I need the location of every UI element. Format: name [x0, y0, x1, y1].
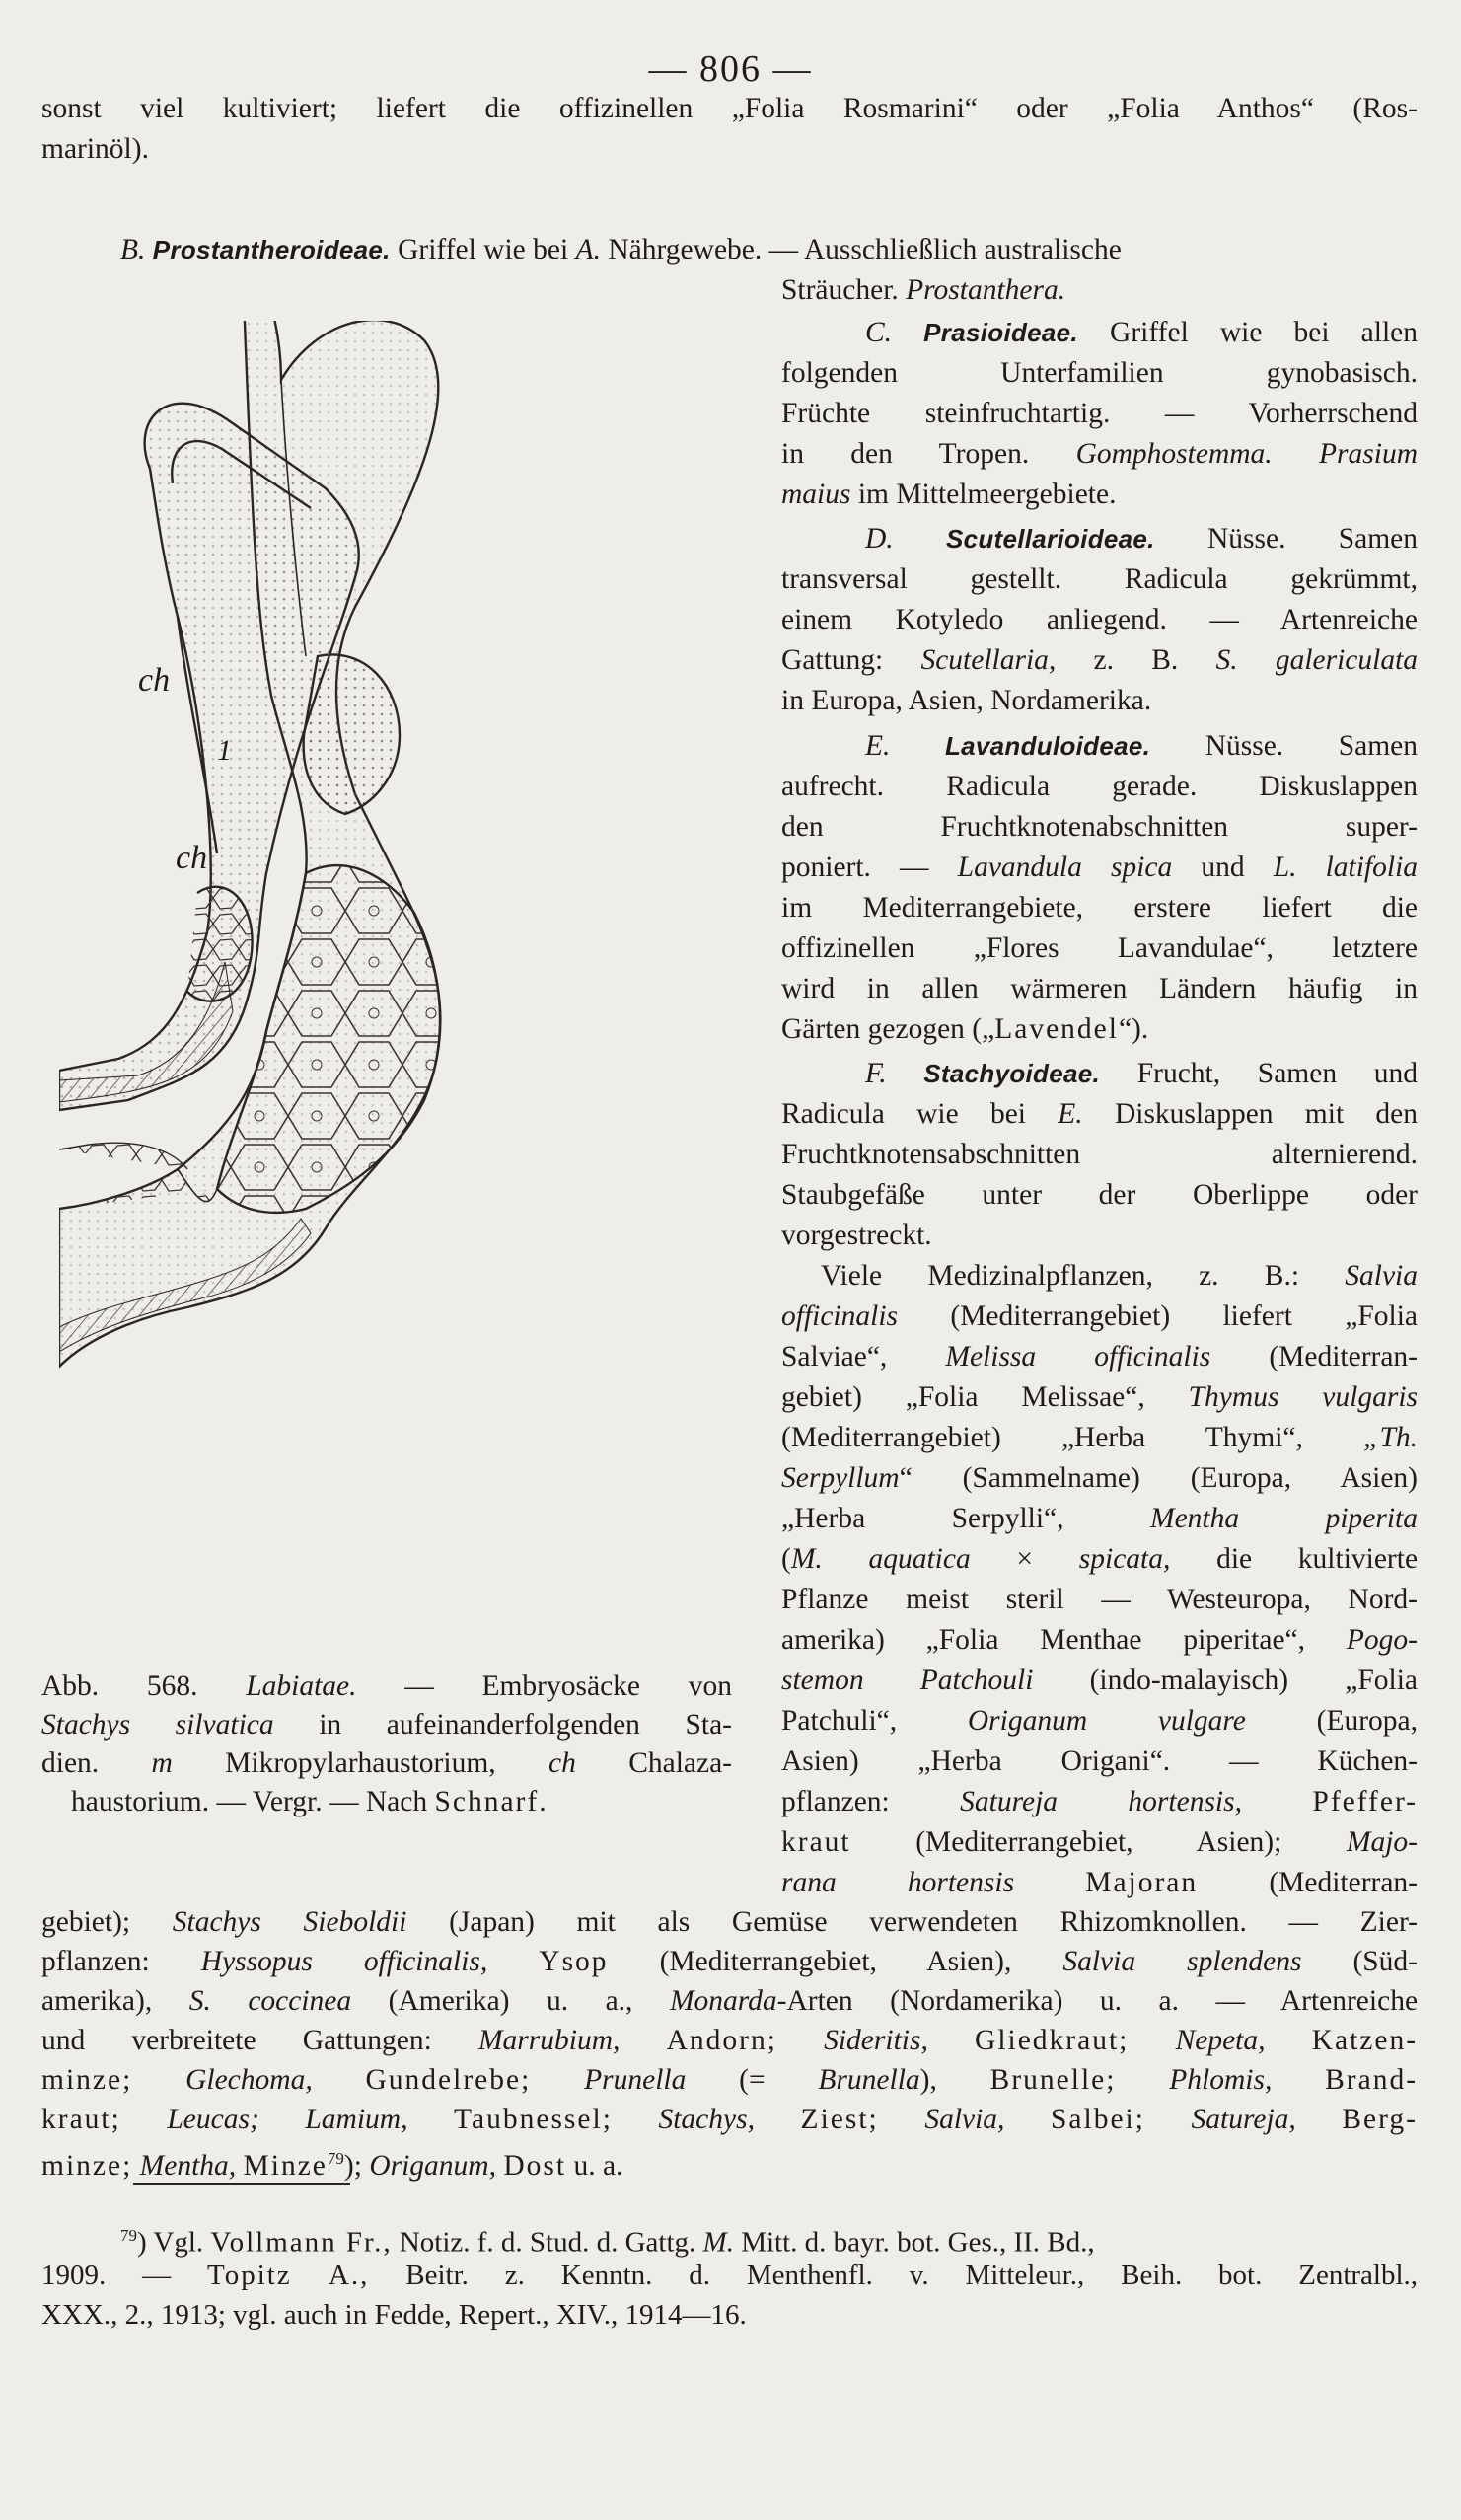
section-e-line-1: E. Lavanduloideae. Nüsse. Samen	[865, 730, 1419, 762]
label-ch-2: ch	[176, 840, 208, 876]
section-f-med-5: (Mediterrangebiet) „Herba Thymi“, „Th.	[781, 1422, 1418, 1453]
section-f-title: Stachyoideae.	[923, 1059, 1101, 1088]
section-e-line-7: wird in allen wärmeren Ländern häufig in	[781, 973, 1418, 1004]
caption-line-2: Stachys silvatica in aufeinanderfolgenden Sta-	[41, 1709, 732, 1741]
section-f-med-14: pflanzen: Satureja hortensis, Pfeffer-	[781, 1786, 1418, 1817]
section-f-line-5: vorgestreckt.	[781, 1220, 932, 1251]
footnote-line-2: 1909. — Topitz A., Beitr. z. Kenntn. d. Menthenfl. v. Mitteleur., Beih. bot. Zentralbl.,	[41, 2260, 1419, 2291]
section-d-line-2: transversal gestellt. Radicula gekrümmt,	[781, 563, 1418, 595]
label-1: 1	[217, 734, 232, 767]
section-e-line-2: aufrecht. Radicula gerade. Diskuslappen	[781, 771, 1418, 802]
section-f-med-15: kraut (Mediterrangebiet, Asien); Majo-	[781, 1826, 1418, 1858]
full-line-3: amerika), S. coccinea (Amerika) u. a., Monarda-Arten (Nordamerika) u. a. — Artenreiche	[41, 1985, 1419, 2017]
section-c-line-2: folgenden Unterfamilien gynobasisch.	[781, 357, 1418, 389]
section-f-med-11: stemon Patchouli (indo-malayisch) „Folia	[781, 1665, 1418, 1696]
section-e-line-3: den Fruchtknotenabschnitten super-	[781, 811, 1418, 843]
full-line-4: und verbreitete Gattungen: Marrubium, Andorn; Sideritis, Gliedkraut; Nepeta, Katzen-	[41, 2025, 1419, 2056]
section-f-med-12: Patchuli“, Origanum vulgare (Europa,	[781, 1705, 1419, 1737]
section-f-med-13: Asien) „Herba Origani“. — Küchen-	[781, 1745, 1418, 1777]
section-d-line-5: in Europa, Asien, Nordamerika.	[781, 685, 1152, 716]
section-b-line-2: Sträucher. Prostanthera.	[781, 274, 1066, 306]
section-c-line-5: maius im Mittelmeergebiete.	[781, 479, 1117, 510]
embryo-sac-figure	[59, 321, 740, 1668]
full-line-5: minze; Glechoma, Gundelrebe; Prunella (= Brunella), Brunelle; Phlomis, Brand-	[41, 2064, 1419, 2096]
section-c-title: Prasioideae.	[923, 318, 1078, 347]
section-f-med-1: Viele Medizinalpflanzen, z. B.: Salvia	[821, 1260, 1419, 1292]
section-b-line-1: B. Prostantheroideae. Griffel wie bei A. Nährgewebe. — Ausschließlich australische	[120, 234, 1122, 265]
figure-caption	[41, 1668, 732, 1821]
section-e-line-4: poniert. — Lavandula spica und L. latifolia	[781, 852, 1419, 883]
page-number: — 806 —	[648, 48, 813, 90]
section-f-med-6: Serpyllum“ (Sammelname) (Europa, Asien)	[781, 1462, 1418, 1494]
full-line-7: minze; Mentha, Minze$^{79}$); Origanum, Dost u. a.	[41, 2149, 623, 2182]
section-e-line-8: Gärten gezogen („Lavendel“).	[781, 1013, 1149, 1045]
footnote-line-3: XXX., 2., 1913; vgl. auch in Fedde, Repert., XIV., 1914—16.	[41, 2299, 747, 2331]
section-f-med-9: Pflanze meist steril — Westeuropa, Nord-	[781, 1584, 1418, 1615]
section-f-med-3: Salviae“, Melissa officinalis (Mediterran-	[781, 1341, 1419, 1372]
section-d-line-1: D. Scutellarioideae. Nüsse. Samen	[865, 523, 1419, 555]
full-line-1: gebiet); Stachys Sieboldii (Japan) mit als Gemüse verwendeten Rhizomknollen. — Zier-	[41, 1906, 1419, 1938]
caption-line-3: dien. m Mikropylarhaustorium, ch Chalaza-	[41, 1747, 733, 1779]
intro-line-2: marinöl).	[41, 133, 149, 165]
section-f-line-3: Fruchtknotensabschnitten alternierend.	[781, 1139, 1418, 1170]
section-e-title: Lavanduloideae.	[944, 731, 1151, 761]
section-c-line-1: C. Prasioideae. Griffel wie bei allen	[865, 317, 1418, 348]
section-b-title: Prostantheroideae.	[152, 235, 391, 264]
section-c-line-3: Früchte steinfruchtartig. — Vorherrschend	[781, 398, 1418, 429]
section-d-title: Scutellarioideae.	[945, 524, 1155, 554]
section-f-line-1: F. Stachyoideae. Frucht, Samen und	[865, 1058, 1419, 1089]
label-ch-1: ch	[138, 662, 171, 699]
caption-line-1: Abb. 568. Labiatae. — Embryosäcke von	[41, 1670, 732, 1702]
section-f-med-2: officinalis (Mediterrangebiet) liefert „Folia	[781, 1300, 1419, 1332]
section-f-med-8: (M. aquatica × spicata, die kultivierte	[781, 1543, 1419, 1575]
full-line-2: pflanzen: Hyssopus officinalis, Ysop (Mediterrangebiet, Asien), Salvia splendens (Süd-	[41, 1946, 1419, 1977]
section-f-med-16: rana hortensis Majoran (Mediterran-	[781, 1867, 1419, 1898]
section-e-line-6: offizinellen „Flores Lavandulae“, letztere	[781, 932, 1418, 964]
section-f-line-2: Radicula wie bei E. Diskuslappen mit den	[781, 1098, 1419, 1130]
intro-line-1: sonst viel kultiviert; liefert die offizinellen „Folia Rosmarini“ oder „Folia Anthos“ (Ros-	[41, 93, 1418, 124]
caption-line-4: haustorium. — Vergr. — Nach Schnarf.	[71, 1786, 548, 1817]
section-f-med-7: „Herba Serpylli“, Mentha piperita	[781, 1503, 1418, 1534]
section-f-line-4: Staubgefäße unter der Oberlippe oder	[781, 1179, 1418, 1211]
footnote-line-1: $^{79}$) Vgl. Vollmann Fr., Notiz. f. d. Stud. d. Gattg. M. Mitt. d. bayr. bot. Ges., II. Bd.,	[120, 2226, 1095, 2259]
section-f-med-4: gebiet) „Folia Melissae“, Thymus vulgaris	[781, 1381, 1419, 1413]
section-e-line-5: im Mediterrangebiete, erstere liefert die	[781, 892, 1418, 924]
section-d-line-3: einem Kotyledo anliegend. — Artenreiche	[781, 604, 1418, 635]
footnote-rule	[133, 2183, 350, 2185]
section-f-med-10: amerika) „Folia Menthae piperitae“, Pogo-	[781, 1624, 1418, 1656]
section-d-line-4: Gattung: Scutellaria, z. B. S. galericulata	[781, 644, 1419, 676]
section-c-line-4: in den Tropen. Gomphostemma. Prasium	[781, 438, 1419, 470]
full-line-6: kraut; Leucas; Lamium, Taubnessel; Stachys, Ziest; Salvia, Salbei; Satureja, Berg-	[41, 2104, 1418, 2135]
